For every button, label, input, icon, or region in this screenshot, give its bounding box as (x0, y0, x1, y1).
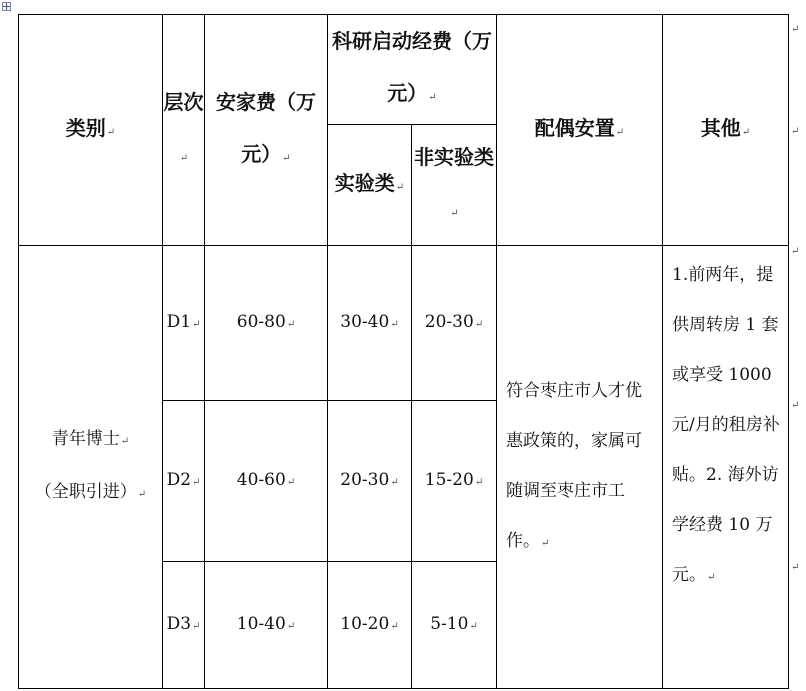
header-spouse: 配偶安置↵ (497, 15, 663, 246)
settle-cell: 10-40↵ (205, 562, 328, 689)
header-category: 类别↵ (19, 15, 163, 246)
level-cell: D1↵ (163, 246, 205, 401)
header-nonlab: 非实验类↵ (412, 125, 497, 246)
row-end-mark: ↵ (791, 126, 800, 137)
row-end-mark: ↵ (791, 400, 800, 411)
spouse-cell: 符合枣庄市人才优惠政策的，家属可随调至枣庄市工作。↵ (497, 246, 663, 689)
settle-cell: 40-60↵ (205, 401, 328, 562)
level-cell: D2↵ (163, 401, 205, 562)
lab-fund-cell: 10-20↵ (328, 562, 412, 689)
level-cell: D3↵ (163, 562, 205, 689)
row-end-mark: ↵ (791, 246, 800, 257)
table-move-handle-icon[interactable] (2, 2, 11, 11)
row-end-mark: ↵ (791, 562, 800, 573)
header-research-fund: 科研启动经费（万元）↵ (328, 15, 497, 125)
nonlab-fund-cell: 15-20↵ (412, 401, 497, 562)
header-other: 其他↵ (663, 15, 789, 246)
settle-cell: 60-80↵ (205, 246, 328, 401)
nonlab-fund-cell: 20-30↵ (412, 246, 497, 401)
other-cell: 1.前两年，提供周转房 1 套或享受 1000 元/月的租房补贴。2. 海外访学经费 10 万元。↵ (663, 246, 789, 689)
lab-fund-cell: 20-30↵ (328, 401, 412, 562)
category-cell: 青年博士↵ （全职引进）↵ (19, 246, 163, 689)
talent-policy-table (18, 14, 789, 689)
lab-fund-cell: 30-40↵ (328, 246, 412, 401)
nonlab-fund-cell: 5-10↵ (412, 562, 497, 689)
header-settle-fee: 安家费（万元）↵ (205, 15, 328, 246)
header-lab: 实验类↵ (328, 125, 412, 246)
row-end-mark: ↵ (791, 24, 800, 35)
header-level: 层次↵ (163, 15, 205, 246)
